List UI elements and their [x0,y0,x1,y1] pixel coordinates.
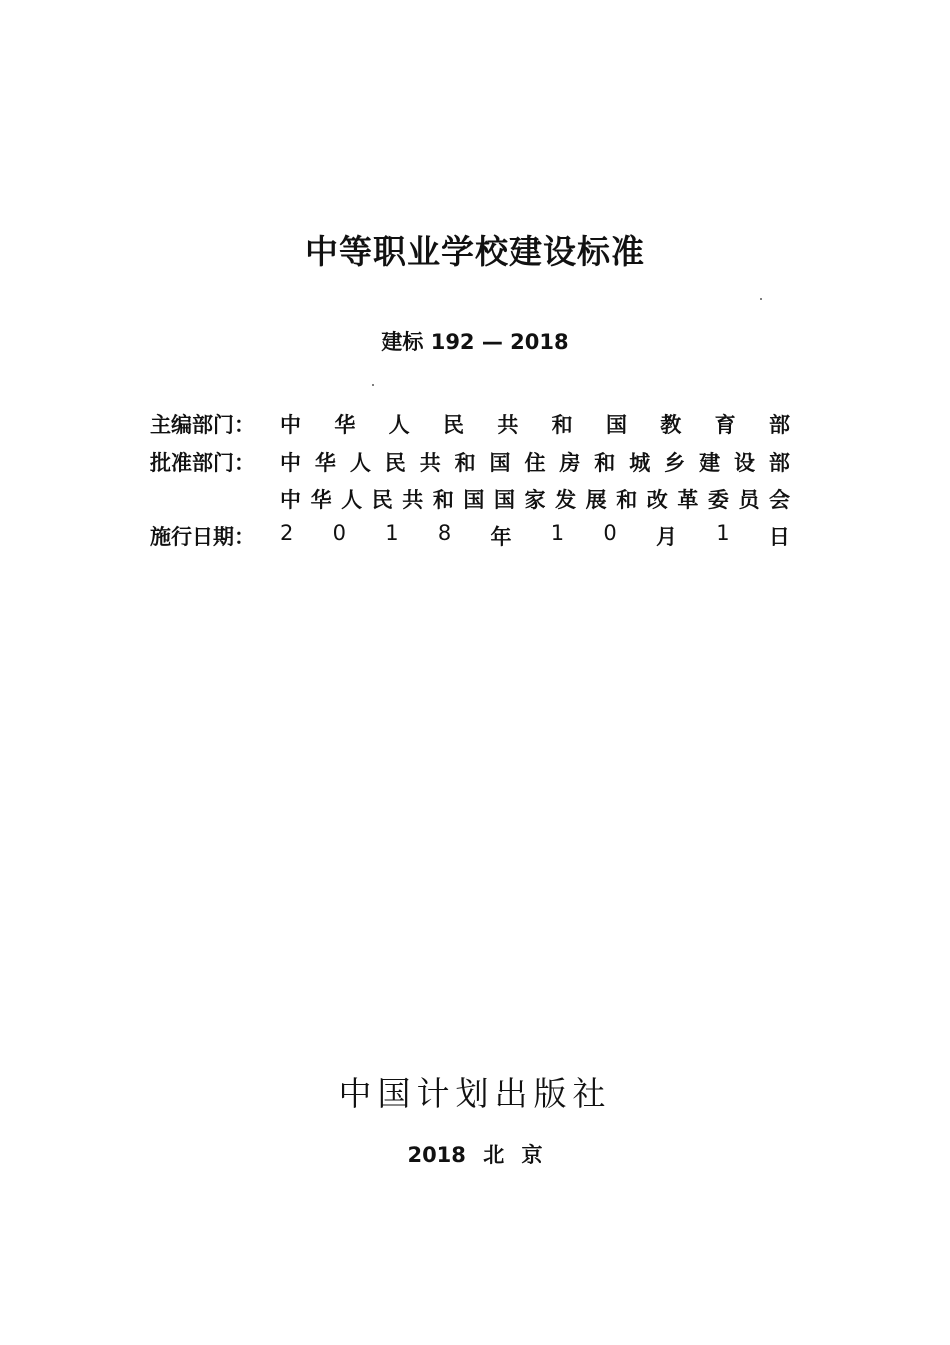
info-char: 委 [707,488,729,512]
info-char: 民 [384,451,406,475]
info-char: 1 [550,521,565,545]
info-char: 设 [733,451,755,475]
info-label: 施行日期： [150,525,255,549]
info-char: 革 [677,488,699,512]
info-char: 展 [585,488,607,512]
info-char: 建 [699,451,721,475]
scan-speck [372,384,374,386]
publication-place: 2018 北 京 [407,1143,543,1167]
info-char: 华 [314,451,336,475]
info-char: 民 [442,413,464,437]
info-char: 人 [349,451,371,475]
info-char: 国 [463,488,485,512]
info-char: 员 [738,488,760,512]
info-char: 部 [768,413,790,437]
info-char: 和 [432,488,454,512]
scan-speck [760,298,762,300]
info-char: 1 [385,521,399,545]
info-char: 日 [768,525,790,549]
info-char: 城 [629,451,651,475]
publisher-name: 中国计划出版社 [338,1074,612,1113]
info-char: 中 [280,488,301,512]
info-label: 主编部门： [150,413,255,437]
info-char: 华 [334,413,356,437]
info-char: 家 [524,488,546,512]
document-title: 中等职业学校建设标准 [305,232,645,271]
info-char: 和 [454,451,476,475]
info-value [280,521,790,551]
info-char: 部 [768,451,790,475]
info-row-approving-dept [150,447,790,477]
info-row-effective-date [150,521,790,551]
info-label: 批准部门： [150,451,255,475]
info-char: 中 [280,413,301,437]
info-char: 2 [280,521,294,545]
info-row-chief-editor [150,409,790,439]
info-value [280,409,790,439]
info-char: 和 [594,451,616,475]
info-char: 住 [524,451,546,475]
info-char: 共 [497,413,519,437]
info-char: 会 [769,488,790,512]
info-char: 共 [419,451,441,475]
info-char: 0 [603,521,617,545]
info-char: 房 [559,451,581,475]
info-char: 国 [605,413,627,437]
info-value [280,484,790,514]
info-char: 和 [616,488,638,512]
info-char: 民 [371,488,393,512]
info-char: 月 [656,525,677,549]
info-char: 育 [714,413,736,437]
info-char: 共 [402,488,424,512]
info-char: 和 [551,413,573,437]
info-char: 8 [437,521,452,545]
info-char: 年 [490,525,512,549]
info-char: 1 [716,521,730,545]
info-char: 教 [660,413,682,437]
info-value [280,447,790,477]
info-char: 中 [280,451,301,475]
info-char: 华 [310,488,332,512]
info-char: 人 [388,413,410,437]
info-char: 国 [493,488,515,512]
info-char: 人 [341,488,363,512]
info-char: 改 [646,488,668,512]
info-char: 发 [555,488,577,512]
info-char: 国 [489,451,511,475]
info-row-approving-dept-2 [150,484,790,514]
info-char: 乡 [664,451,686,475]
info-char: 0 [332,521,346,545]
standard-code: 建标 192 — 2018 [381,330,569,354]
